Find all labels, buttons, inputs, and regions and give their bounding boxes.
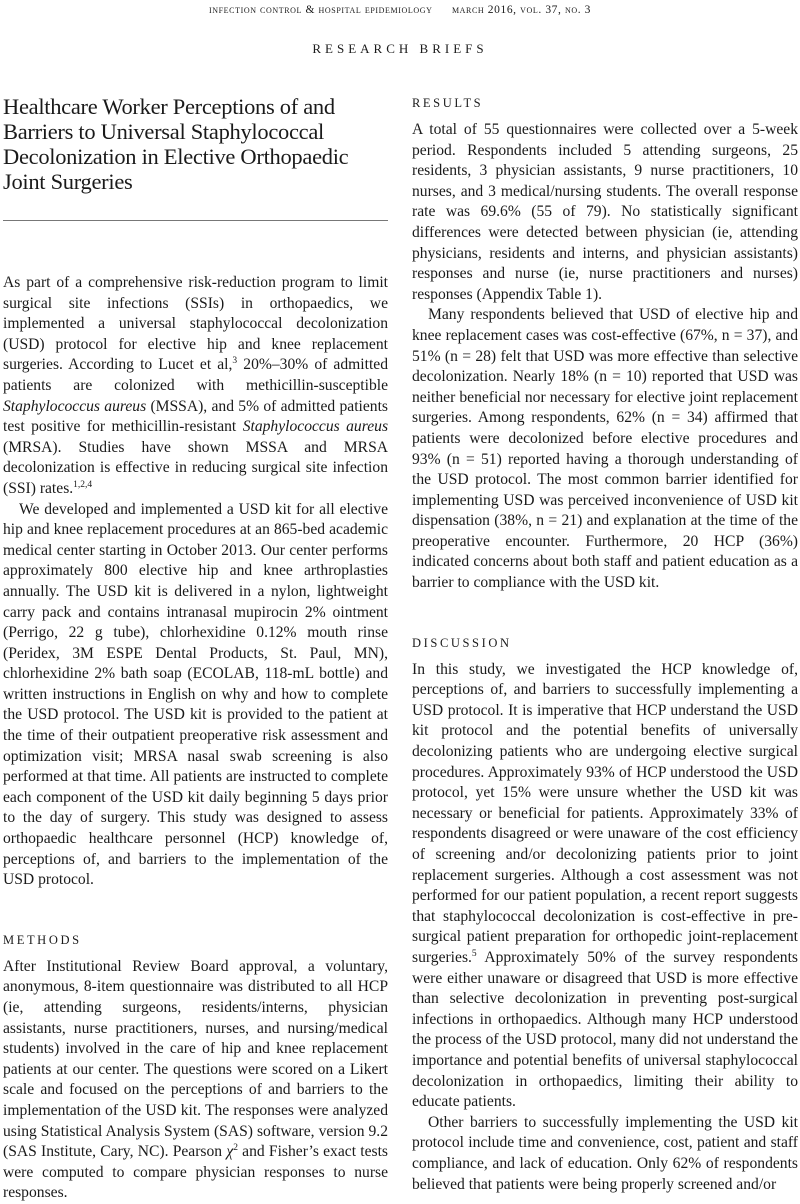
paragraph [3,500,388,891]
citation-superscript: 2 [233,1142,238,1153]
text-run: In this study, we investigated the HCP knowledge of, perceptions of, and barriers to successfully implementing a USD protocol. It is imperative that HCP understand the USD kit protocol and the potential benefits of universally decolonizing patients who are undergoing elective surgical procedures. Approximately 93% of HCP understood the USD protocol, yet 15% were unsure whether the USD kit was necessary or beneficial for patients. Approximately 33% of respondents disagreed or were unaware of the cost efficiency of screening and/or decolonizing patients prior to joint replacement surgeries. Although a cost assessment was not performed for our patient population, a recent report suggests that staphylococcal decolonization is cost-effective in pre-surgical patient preparation for orthopedic joint-replacement surgeries. [412,660,798,966]
methods-heading: METHODS [3,932,82,947]
paragraph [412,305,798,593]
text-run: Other barriers to successfully implementing the USD kit protocol include time and convenience, cost, patient and staff compliance, and lack of education. Only 62% of respondents believed that patients were being properly screened and/or [412,1113,798,1193]
results-section [412,120,798,594]
text-run: Many respondents believed that USD of elective hip and knee replacement cases was cost-effective (67%, n = 37), and 51% (n = 28) felt that USD was more effective than selective decolonization. Nearly 18% (n = 10) reported that USD was neither beneficial nor necessary for elective joint replacement surgeries. Among respondents, 62% (n = 34) affirmed that patients were decolonized before elective procedures and 93% (n = 51) reported having a thorough understanding of the USD protocol. The most common barrier identified for implementing USD was perceived inconvenience of USD kit dispensation (38%, n = 21) and explanation at the time of the preoperative encounter. Furthermore, 20 HCP (36%) indicated concerns about both staff and patient education as a barrier to compliance with the USD kit. [412,306,798,592]
italic-text: Staphylococcus aureus [242,418,389,436]
discussion-heading: DISCUSSION [412,635,512,650]
italic-text: χ [226,1143,234,1161]
paragraph [412,1113,798,1195]
text-run: A total of 55 questionnaires were collected over a 5-week period. Respondents included 5 attending surgeons, 25 residents, 3 physician assistants, 9 nurse practitioners, 10 nurses, and 3 medical/nursing students. The overall response rate was 69.6% (55 of 79). No statistically significant differences were detected between physician (ie, attending physicians, residents and interns, and physician assistants) responses and nurse (ie, nurse practitioners and nurses) responses (Appendix Table 1). [412,121,798,303]
paragraph [3,957,388,1204]
intro-section [3,273,388,891]
text-run: We developed and implemented a USD kit for all elective hip and knee replacement procedures at an 865-bed academic medical center starting in October 2013. Our center performs approximately 800 elective hip and knee arthroplasties annually. The USD kit is delivered in a nylon, lightweight carry pack and contains intranasal mupirocin 2% ointment (Perrigo, 22 g tube), chlorhexidine 0.12% mouth rinse (Peridex, 3M ESPE Dental Products, St. Paul, MN), chlorhexidine 2% bath soap (ECOLAB, 118-mL bottle) and written instructions in English on why and how to complete the USD protocol. The USD kit is provided to the patient at the time of their outpatient preoperative risk assessment and optimization visit; MRSA nasal swab screening is also performed at that time. All patients are instructed to complete each component of the USD kit daily beginning 5 days prior to the day of surgery. This study was designed to assess orthopaedic healthcare personnel (HCP) knowledge of, perceptions of, and barriers to the implementation of the USD protocol. [3,500,388,889]
paragraph [412,120,798,305]
text-run: 20%–30% of admitted patients are colonized with methicillin-susceptible [3,356,388,394]
citation-superscript: 3 [232,356,238,367]
text-run: After Institutional Review Board approval, a voluntary, anonymous, 8-item questionnaire was distributed to all HCP (ie, attending surgeons, residents/interns, physician assistants, nurse practitioners, nurses, and nursing/medical students) involved in the care of hip and knee replacement patients at our center. The questions were scored on a Likert scale and focused on the perceptions of and barriers to the implementation of the USD kit. The responses were analyzed using Statistical Analysis System (SAS) software, version 9.2 (SAS Institute, Cary, NC). Pearson [3,957,388,1161]
title-divider [3,220,388,221]
article-title: Healthcare Worker Perceptions of and Barriers to Universal Staphylococcal Decolonization in Elective Orthopaedic Joint Surgeries [3,94,349,194]
article-body [0,94,800,1204]
text-run: (MSSA), and 5% of admitted patients test positive for methicillin-resistant [3,397,388,436]
issue-info: march 2016, vol. 37, no. 3 [451,4,592,16]
journal-name: infection control & hospital epidemiology [208,4,433,16]
running-head [0,0,800,18]
paragraph [3,273,388,500]
citation-superscript: 1,2,4 [73,479,93,490]
text-run: and Fisher’s exact tests were computed to compare physician responses to nurse responses. [3,1143,388,1202]
citation-superscript: 5 [471,948,477,959]
paragraph [412,660,798,1113]
discussion-section [412,660,798,1195]
italic-text: Staphylococcus aureus [3,397,147,415]
text-run: As part of a comprehensive risk-reduction program to limit surgical site infections (SSIs) in orthopaedics, we implemented a universal staphylococcal decolonization (USD) protocol for elective hip and knee replacement surgeries. According to Lucet et al, [3,274,388,374]
section-banner: RESEARCH BRIEFS [312,41,488,56]
right-column [412,94,798,1195]
text-run: Approximately 50% of the survey respondents were either unaware or disagreed that USD is more effective than selective decolonization in preventing post-surgical infections in orthopaedics. Although many HCP understood the process of the USD protocol, many did not understand the importance and potential benefits of universal staphylococcal decolonization in orthopaedics, limiting their ability to educate patients. [412,948,798,1111]
text-run: (MRSA). Studies have shown MSSA and MRSA decolonization is effective in reducing surgical site infection (SSI) rates. [3,438,388,497]
methods-section [3,957,388,1204]
results-heading: RESULTS [412,96,484,110]
left-column [3,94,388,1204]
